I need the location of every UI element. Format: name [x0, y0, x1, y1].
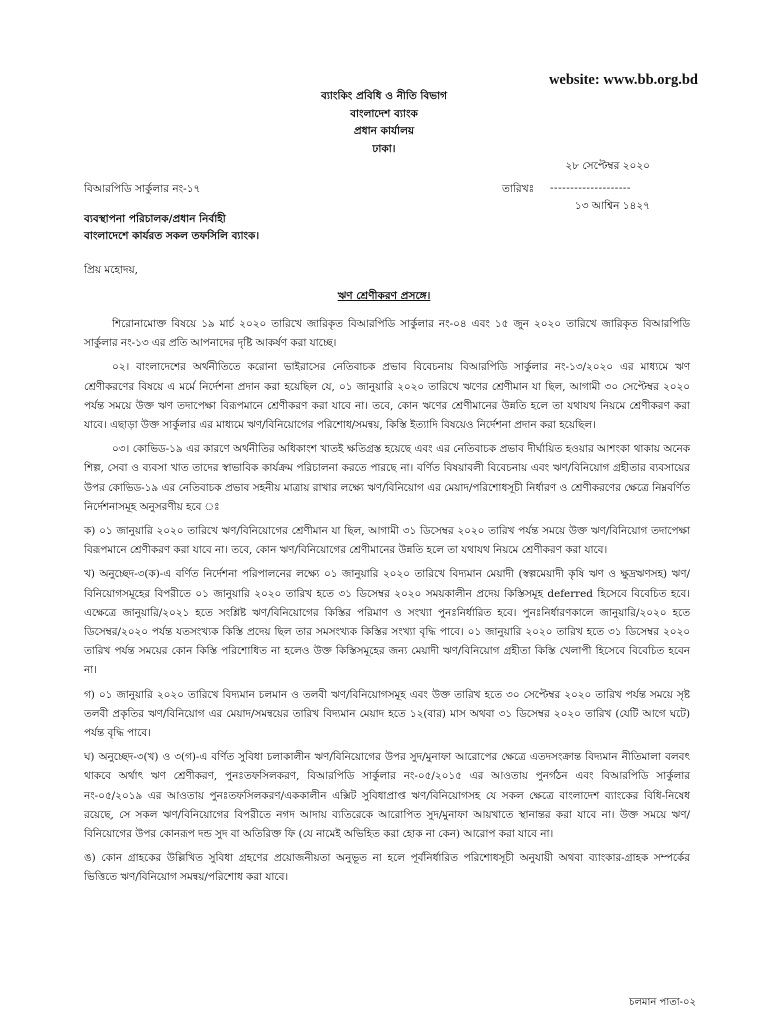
- addressee-line-1: ব্যবস্থাপনা পরিচালক/প্রধান নির্বাহী: [84, 213, 226, 225]
- subject-text: ঋণ শ্রেণীকরণ প্রসঙ্গে।: [337, 290, 431, 302]
- bank-name: বাংলাদেশ ব্যাংক: [350, 107, 418, 120]
- continued-page-note: চলমান পাতা-০২: [629, 997, 696, 1008]
- addressee: [84, 211, 259, 245]
- date-label: তারিখঃ: [502, 183, 535, 195]
- paragraph-2: ০২। বাংলাদেশের অর্থনীতিতে করোনা ভাইরাসের নেতিবাচক প্রভাব বিবেচনায় বিআরপিডি সার্কুলার নং-১৩/২০২০ এর মাধ্যমে ঋণ শ্রেণীকরণের বিষয়ে এ মর্মে নির্দেশনা প্রদান করা হয়েছিল যে, ০১ জানুয়ারি ২০২০ তারিখে ঋণের শ্রেণীমান যা ছিল, আগামী ৩০ সেপ্টেম্বর ২০২০ পর্যন্ত সময়ে উক্ত ঋণ তদাপেক্ষা বিরূপমানে শ্রেণীকরণ করা যাবে না। তবে, কোন ঋণের শ্রেণীমানের উন্নতি হলে তা যথাযথ নিয়মে শ্রেণীকরণ করা যাবে। এছাড়া উক্ত সার্কুলার এর মাধ্যমে ঋণ/বিনিয়োগের পরিশোধ/সমন্বয়, কিস্তি ইত্যাদি বিষয়েও নির্দেশনা প্রদান করা হয়েছিল।: [84, 361, 690, 432]
- department-name: ব্যাংকিং প্রবিধি ও নীতি বিভাগ: [321, 90, 447, 102]
- clause-uma: ঙ) কোন গ্রাহকের উল্লিখিত সুবিধা গ্রহণের প্রয়োজনীয়তা অনুভূত না হলে পূর্বনির্ধারিত পরিশোধসূচী অনুযায়ী অথবা ব্যাংকার-গ্রাহক সম্পর্কের ভিত্তিতে ঋণ/বিনিয়োগ সমন্বয়/পরিশোধ করা যাবে।: [84, 852, 690, 884]
- clause-gha: ঘ) অনুচ্ছেদ-৩(খ) ও ৩(গ)-এ বর্ণিত সুবিধা চলাকালীন ঋণ/বিনিয়োগের উপর সুদ/মুনাফা আরোপের ক্ষেত্রে এতদসংক্রান্ত বিদ্যমান নীতিমালা বলবৎ থাকবে অর্থাৎ ঋণ শ্রেণীকরণ, পুনঃতফসিলকরণ, বিআরপিডি সার্কুলার নং-০৫/২০১৫ এর আওতায় পুনর্গঠন এবং বিআরপিডি সার্কুলার নং-০৫/২০১৯ এর আওতায় পুনঃতফসিলকরণ/এককালীন এক্সিট সুবিধাপ্রাপ্ত ঋণ/বিনিয়োগসহ যে সকল ক্ষেত্রে বাংলাদেশ ব্যাংকের বিধি-নিষেধ রয়েছে, সে সকল ঋণ/বিনিয়োগের বিপরীতে নগদ আদায় ব্যতিরেকে আরোপিত সুদ/মুনাফা আয়খাতে স্থানান্তর করা যাবে না। উক্ত সময়ে ঋণ/বিনিয়োগের উপর কোনরূপ দন্ড সুদ বা অতিরিক্ত ফি (যে নামেই অভিহিত করা হোক না কেন) আরোপ করা যাবে না।: [84, 751, 690, 841]
- date-gregorian: ২৮ সেপ্টেম্বর ২০২০: [565, 160, 650, 172]
- letterhead: [0, 88, 768, 158]
- subject-line: [0, 289, 768, 306]
- city-name: ঢাকা।: [372, 142, 396, 155]
- letter-body: [84, 315, 690, 893]
- clause-kha: খ) অনুচ্ছেদ-৩(ক)-এ বর্ণিত নির্দেশনা পরিপালনের লক্ষ্যে ০১ জানুয়ারি ২০২০ তারিখে বিদ্যমান মেয়াদী (স্বল্পমেয়াদী কৃষি ঋণ ও ক্ষুদ্রঋণসহ) ঋণ/বিনিয়োগসমূহের বিপরীতে ০১ জানুয়ারি ২০২০ তারিখ হতে ৩১ ডিসেম্বর ২০২০ সময়কালীন প্রদেয় কিস্তিসমূহ deferred হিসেবে বিবেচিত হবে। এক্ষেত্রে জানুয়ারি/২০২১ হতে সংশ্লিষ্ট ঋণ/বিনিয়োগের কিস্তির পরিমাণ ও সংখ্যা পুনঃনির্ধারিত হবে। পুনঃনির্ধারণকালে জানুয়ারি/২০২০ হতে ডিসেম্বর/২০২০ পর্যন্ত যতসংখ্যক কিস্তি প্রদেয় ছিল তার সমসংখ্যক কিস্তির সংখ্যা বৃদ্ধি পাবে। ০১ জানুয়ারি ২০২০ তারিখ হতে ৩১ ডিসেম্বর ২০২০ তারিখ পর্যন্ত সময়ের কোন কিস্তি পরিশোধিত না হলেও উক্ত কিস্তিসমূহের জন্য মেয়াদী ঋণ/বিনিয়োগ গ্রহীতা কিস্তি খেলাপী হিসেবে বিবেচিত হবেন না।: [84, 568, 690, 677]
- clause-ga: গ) ০১ জানুয়ারি ২০২০ তারিখে বিদ্যমান চলমান ও তলবী ঋণ/বিনিয়োগসমূহ এবং উক্ত তারিখ হতে ৩০ সেপ্টেম্বর ২০২০ তারিখ পর্যন্ত সময়ে সৃষ্ট তলবী প্রকৃতির ঋণ/বিনিয়োগ এর মেয়াদ/সমন্বয়ের তারিখ বিদ্যমান মেয়াদ হতে ১২(বার) মাস অথবা ৩১ ডিসেম্বর ২০২০ তারিখ (যেটি আগে ঘটে) পর্যন্ত বৃদ্ধি পাবে।: [84, 688, 690, 740]
- website-url: website: www.bb.org.bd: [548, 72, 698, 88]
- clause-ka: ক) ০১ জানুয়ারি ২০২০ তারিখে ঋণ/বিনিয়োগের শ্রেণীমান যা ছিল, আগামী ৩১ ডিসেম্বর ২০২০ তারিখ পর্যন্ত সময়ে উক্ত ঋণ/বিনিয়োগ তদাপেক্ষা বিরূপমানে শ্রেণীকরণ করা যাবে না। তবে, কোন ঋণ/বিনিয়োগের শ্রেণীমানের উন্নতি হলে তা যথাযথ নিয়মে শ্রেণীকরণ করা যাবে।: [84, 525, 690, 557]
- salutation: প্রিয় মহোদয়,: [84, 264, 139, 276]
- date-bangla: ১৩ আশ্বিন ১৪২৭: [574, 200, 650, 212]
- paragraph-1: শিরোনামোক্ত বিষয়ে ১৯ মার্চ ২০২০ তারিখে জারিকৃত বিআরপিডি সার্কুলার নং-০৪ এবং ১৫ জুন ২০২০ তারিখে জারিকৃত বিআরপিডি সার্কুলার নং-১৩ এর প্রতি আপনাদের দৃষ্টি আকর্ষণ করা যাচ্ছে।: [84, 318, 690, 350]
- date-dashes: --------------------: [550, 182, 631, 194]
- addressee-line-2: বাংলাদেশে কার্যরত সকল তফসিলি ব্যাংক।: [84, 230, 260, 242]
- circular-number: বিআরপিডি সার্কুলার নং-১৭: [84, 183, 201, 195]
- paragraph-3: ০৩। কোভিড-১৯ এর কারণে অর্থনীতির অধিকাংশ খাতই ক্ষতিগ্রস্ত হয়েছে এবং এর নেতিবাচক প্রভাব দীর্ঘায়িত হওয়ার আশংকা থাকায় অনেক শিল্প, সেবা ও ব্যবসা খাত তাদের স্বাভাবিক কার্যক্রম পরিচালনা করতে পারছে না। বর্ণিত বিষয়াবলী বিবেচনায় এবং ঋণ/বিনিয়োগ গ্রহীতার ব্যবসায়ের উপর কোভিড-১৯ এর নেতিবাচক প্রভাব সহনীয় মাত্রায় রাখার লক্ষ্যে ঋণ/বিনিয়োগ এর মেয়াদ/পরিশোধসূচী নির্ধারণ ও শ্রেণীকরণের ক্ষেত্রে নিম্নবর্ণিত নির্দেশনাসমূহ অনুসরণীয় হবে ঃ: [84, 443, 690, 513]
- office-name: প্রধান কার্যালয়: [353, 125, 415, 137]
